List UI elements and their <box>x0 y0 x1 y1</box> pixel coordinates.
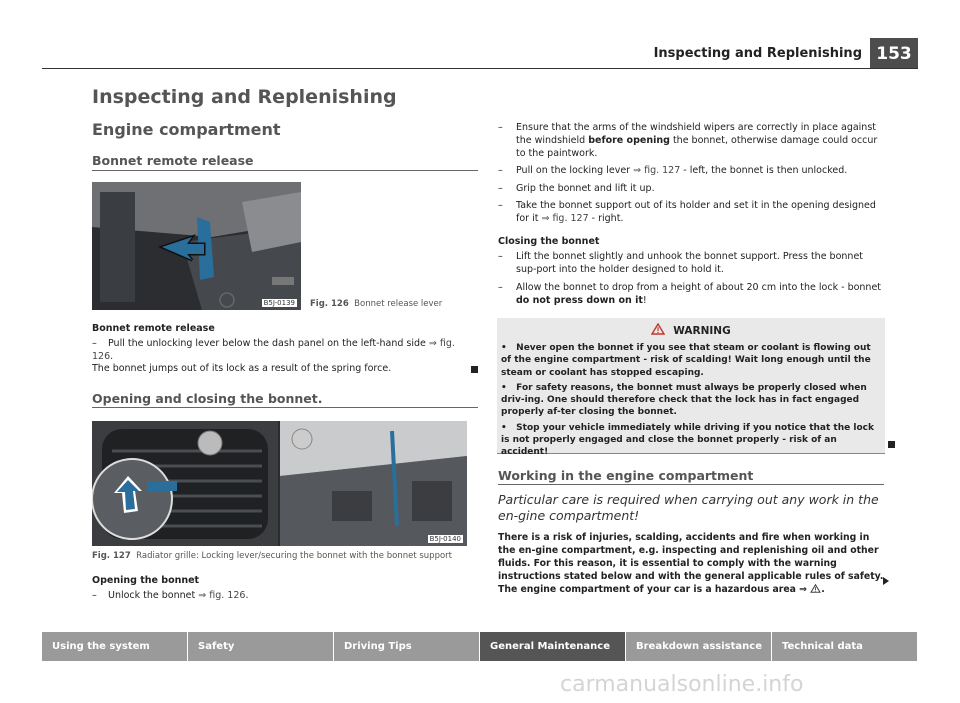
warning-title: WARNING <box>497 323 885 337</box>
continue-arrow-icon <box>883 577 889 585</box>
bonnet-release-heading: Bonnet remote release <box>92 153 254 168</box>
step-set-support: – Take the bonnet support out of its holder and set it in the opening designed for it ⇒ fig. 127 - right. <box>498 200 876 224</box>
opening-heading: Opening and closing the bonnet. <box>92 391 323 406</box>
fig-caption-text: Bonnet release lever <box>354 299 443 309</box>
fig-127-link[interactable]: ⇒ fig. 127 <box>541 213 589 224</box>
fig-code: B5J-0140 <box>429 535 461 543</box>
step-pull-locking-lever: – Pull on the locking lever ⇒ fig. 127 - left, the bonnet is then unlocked. <box>498 165 848 176</box>
fig-code: B5J-0139 <box>263 299 295 307</box>
warning-triangle-icon <box>651 323 665 335</box>
closing-subheading: Closing the bonnet <box>498 236 600 247</box>
heading-rule <box>92 407 478 408</box>
fig-label: Fig. 126 <box>310 299 349 309</box>
fig-126-caption <box>310 299 442 309</box>
opening-subheading: Opening the bonnet <box>92 575 200 586</box>
working-intro: Particular care is required when carrying out any work in the en-gine compartment! <box>498 492 879 523</box>
page-number: 153 <box>870 38 918 69</box>
tab-driving-tips[interactable]: Driving Tips <box>334 632 480 661</box>
tab-breakdown-assistance[interactable]: Breakdown assistance <box>626 632 772 661</box>
fig-127-link[interactable]: ⇒ fig. 127 <box>633 165 681 176</box>
watermark: carmanualsonline.info <box>560 672 804 697</box>
fig-127-image <box>92 421 467 546</box>
fig-126-image <box>92 182 301 310</box>
step-drop-bonnet: – Allow the bonnet to drop from a height of about 20 cm into the lock - bonnet do not press down on it! <box>498 282 882 306</box>
warning-item: • Stop your vehicle immediately while driving if you notice that the lock is not properly engaged and close the bonnet properly - risk of an accident! <box>501 422 874 458</box>
bonnet-release-subheading: Bonnet remote release <box>92 323 215 334</box>
step-unhook-support: – Lift the bonnet slightly and unhook the bonnet support. Press the bonnet sup-port into the holder designed to hold it. <box>498 251 864 275</box>
step-check-wipers: – Ensure that the arms of the windshield wipers are correctly in place against the windshield before opening the bonnet, otherwise damage could occur to the paintwork. <box>498 122 878 159</box>
section-end-mark <box>888 441 895 448</box>
chapter-tabs <box>42 632 918 661</box>
step-lift-bonnet: – Grip the bonnet and lift it up. <box>498 183 655 194</box>
step-unlock-bonnet: – Unlock the bonnet ⇒ fig. 126. <box>92 590 249 601</box>
warning-item: • For safety reasons, the bonnet must always be properly closed when driv-ing. One should therefore check that the lock has in fact engaged properly af-ter closing the bonnet. <box>501 382 867 418</box>
fig-label: Fig. 127 <box>92 551 131 561</box>
warning-box <box>497 318 885 458</box>
working-body: There is a risk of injuries, scalding, accidents and fire when working in the en-gine compartment, e.g. inspecting and replenishing oil and other fluids. For this reason, it is essential to comply with the warning instructions stated below and with the general applicable rules of safety. The engine compartment of your car is a hazardous area ⇒ . <box>498 532 884 595</box>
fig-127-caption <box>92 551 452 561</box>
working-heading: Working in the engine compartment <box>498 468 754 483</box>
fig-caption-text: Radiator grille: Locking lever/securing the bonnet with the bonnet support <box>136 551 452 561</box>
chapter-title: Inspecting and Replenishing <box>92 86 397 108</box>
tab-safety[interactable]: Safety <box>188 632 334 661</box>
step-pull-lever: – Pull the unlocking lever below the dash panel on the left-hand side ⇒ fig. 126. <box>92 338 455 362</box>
running-header-title: Inspecting and Replenishing <box>653 46 862 61</box>
fig-126-link[interactable]: ⇒ fig. 126 <box>92 338 455 362</box>
section-title: Engine compartment <box>92 120 281 139</box>
warning-item: • Never open the bonnet if you see that steam or coolant is flowing out of the engine compartment - risk of scalding! Wait long enough until the steam or coolant has stopped escaping. <box>501 343 871 378</box>
warning-reference-icon <box>810 584 821 593</box>
heading-rule <box>92 170 478 171</box>
warning-list <box>501 342 881 462</box>
heading-rule <box>498 484 884 485</box>
header-rule <box>42 68 918 69</box>
tab-general-maintenance[interactable]: General Maintenance <box>480 632 626 661</box>
tab-technical-data[interactable]: Technical data <box>772 632 918 661</box>
spring-force-note: The bonnet jumps out of its lock as a result of the spring force. <box>92 363 392 374</box>
fig-126-link[interactable]: ⇒ fig. 126 <box>198 590 246 601</box>
tab-using-the-system[interactable]: Using the system <box>42 632 188 661</box>
section-end-mark <box>471 366 478 373</box>
